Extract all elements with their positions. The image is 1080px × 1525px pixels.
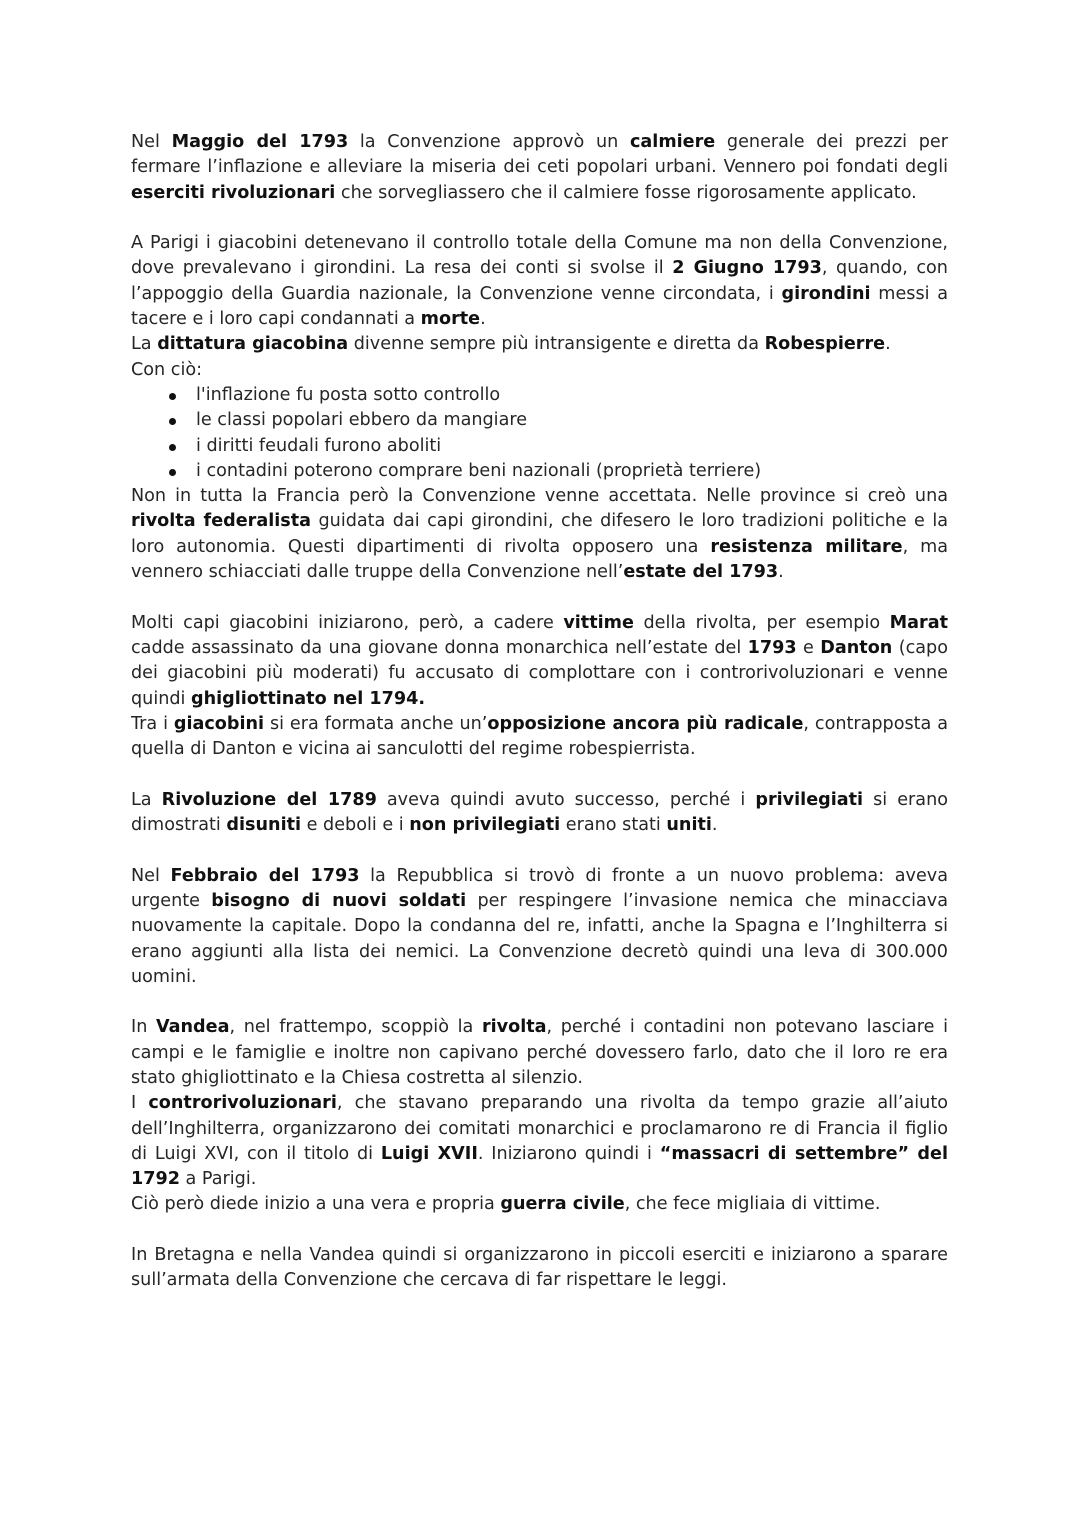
bold-text: privilegiati bbox=[755, 789, 864, 810]
bold-text: bisogno di nuovi soldati bbox=[211, 890, 467, 911]
bold-text: resistenza militare bbox=[710, 536, 903, 557]
text-span: generale dei prezzi per fermare l’inflazione e alleviare la miseria dei ceti popolari urbani. Vennero poi fondati degli bbox=[131, 132, 948, 178]
paragraph-p7c bbox=[131, 1192, 948, 1217]
paragraph-p8 bbox=[131, 1243, 948, 1294]
text-span: . bbox=[885, 334, 891, 355]
text-block-intro bbox=[131, 130, 948, 383]
text-span: Non in tutta la Francia però la Convenzione venne accettata. Nelle province si creò una bbox=[131, 486, 948, 507]
text-span: erano stati bbox=[560, 815, 667, 836]
paragraph-p2 bbox=[131, 231, 948, 332]
bold-text: guerra civile bbox=[500, 1194, 625, 1215]
paragraph-p3 bbox=[131, 484, 948, 585]
bold-text: giacobini bbox=[173, 713, 265, 734]
bold-text: Luigi XVII bbox=[380, 1143, 478, 1164]
paragraph-p4 bbox=[131, 611, 948, 712]
bold-text: “massacri di settembre” del 1792 bbox=[131, 1143, 948, 1190]
bold-text: disuniti bbox=[226, 815, 302, 836]
bold-text: vittime bbox=[563, 612, 634, 633]
text-span: Molti capi giacobini iniziarono, però, a cadere bbox=[131, 612, 564, 633]
paragraph-p4b bbox=[131, 712, 948, 763]
bullet-list bbox=[131, 383, 948, 484]
bold-text: 2 Giugno 1793 bbox=[672, 258, 822, 279]
text-span: . bbox=[778, 562, 784, 583]
text-span: La bbox=[131, 334, 158, 355]
bold-text: girondini bbox=[781, 283, 871, 304]
text-span: , nel frattempo, scoppiò la bbox=[229, 1017, 482, 1038]
text-span: messi a tacere e i loro capi condannati a bbox=[131, 283, 949, 330]
bold-text: Febbraio del 1793 bbox=[170, 865, 360, 886]
bold-text: Maggio del 1793 bbox=[171, 132, 349, 152]
text-span: Nel bbox=[131, 865, 171, 886]
bold-text: opposizione ancora più radicale bbox=[487, 713, 804, 734]
bold-text: rivolta federalista bbox=[131, 511, 312, 532]
bold-text: Robespierre bbox=[764, 334, 886, 355]
bold-text: uniti bbox=[666, 815, 712, 836]
text-span: divenne sempre più intransigente e diretta da bbox=[348, 334, 765, 355]
text-span: Nel bbox=[131, 132, 172, 152]
list-item: l'inflazione fu posta sotto controllo bbox=[131, 383, 948, 408]
text-span: , quando, con l’appoggio della Guardia nazionale, la Convenzione venne circondata, i bbox=[131, 258, 948, 304]
text-span: che sorvegliassero che il calmiere fosse rigorosamente applicato. bbox=[335, 182, 917, 203]
text-span: . bbox=[480, 309, 486, 330]
paragraph-p6 bbox=[131, 864, 948, 990]
text-span: Tra i bbox=[131, 713, 174, 734]
text-span: . Iniziarono quindi i bbox=[477, 1143, 660, 1164]
text-span: e bbox=[796, 637, 821, 658]
text-span: , ma vennero schiacciati dalle truppe della Convenzione nell’ bbox=[131, 536, 948, 583]
text-span: a Parigi. bbox=[179, 1169, 257, 1190]
text-span: si era formata anche un’ bbox=[264, 713, 488, 734]
text-span: guidata dai capi girondini, che difesero le loro tradizioni politiche e la loro autonomia. Questi dipartimenti di rivolta opposero una bbox=[131, 511, 948, 557]
bold-text: Danton bbox=[820, 637, 893, 658]
text-span: si erano dimostrati bbox=[131, 789, 948, 836]
bold-text: ghigliottinato nel 1794. bbox=[191, 688, 426, 709]
text-span: La bbox=[131, 789, 162, 810]
bold-text: dittatura giacobina bbox=[157, 334, 349, 355]
text-span: aveva quindi avuto successo, perché i bbox=[376, 789, 756, 810]
paragraph-p2b bbox=[131, 332, 948, 357]
paragraph-p7 bbox=[131, 1015, 948, 1091]
text-span: cadde assassinato da una giovane donna monarchica nell’estate del bbox=[131, 637, 748, 658]
bold-text: estate del 1793 bbox=[623, 562, 779, 583]
bold-text: Vandea bbox=[156, 1017, 230, 1038]
bold-text: rivolta bbox=[481, 1017, 547, 1038]
text-span: In bbox=[131, 1017, 156, 1038]
bold-text: 1793 bbox=[747, 637, 797, 658]
text-span: (capo dei giacobini più moderati) fu accusato di complottare con i controrivoluzionari e venne quindi bbox=[131, 637, 948, 709]
text-span: , perché i contadini non potevano lasciare i campi e le famiglie e inoltre non capivano perché dovessero farlo, dato che il loro re era stato ghigliottinato e la Chiesa costretta al silenzio. bbox=[131, 1017, 948, 1088]
list-item: i diritti feudali furono aboliti bbox=[131, 434, 948, 459]
bold-text: morte bbox=[420, 309, 481, 330]
bold-text: controrivoluzionari bbox=[148, 1093, 337, 1114]
text-span: per respingere l’invasione nemica che minacciava nuovamente la capitale. Dopo la condanna del re, infatti, anche la Spagna e l’Inghilterra si erano aggiunti alla lista dei nemici. La Convenzione decretò quindi una leva di 300.000 uomini. bbox=[131, 890, 948, 987]
paragraph-p7b bbox=[131, 1091, 948, 1192]
list-item: le classi popolari ebbero da mangiare bbox=[131, 408, 948, 433]
text-span: la Convenzione approvò un bbox=[348, 132, 630, 152]
text-span: la Repubblica si trovò di fronte a un nuovo problema: aveva urgente bbox=[131, 865, 948, 911]
bold-text: Rivoluzione del 1789 bbox=[161, 789, 377, 810]
text-span: In Bretagna e nella Vandea quindi si organizzarono in piccoli eserciti e iniziarono a sparare sull’armata della Convenzione che cercava di far rispettare le leggi. bbox=[131, 1245, 948, 1291]
text-span: della rivolta, per esempio bbox=[633, 612, 890, 633]
paragraph-p2c bbox=[131, 358, 948, 383]
text-span: . bbox=[711, 815, 718, 836]
text-span: A Parigi i giacobini detenevano il controllo totale della Comune ma non della Convenzione, dove prevalevano i girondini. La resa dei conti si svolse il bbox=[131, 233, 948, 279]
text-block-main bbox=[131, 484, 948, 1294]
text-span: , contrapposta a quella di Danton e vicina ai sanculotti del regime robespierrista. bbox=[131, 713, 949, 760]
text-span: Ciò però diede inizio a una vera e propria bbox=[131, 1194, 501, 1215]
text-span: , che fece migliaia di vittime. bbox=[624, 1194, 881, 1215]
text-span: e deboli e i bbox=[301, 815, 410, 836]
text-span: Con ciò: bbox=[131, 359, 203, 380]
paragraph-p1 bbox=[131, 130, 948, 206]
bold-text: Marat bbox=[889, 612, 948, 633]
text-span: , che stavano preparando una rivolta da tempo grazie all’aiuto dell’Inghilterra, organizzarono dei comitati monarchici e proclamarono re di Francia il figlio di Luigi XVI, con il titolo di bbox=[131, 1093, 948, 1164]
list-item: i contadini poterono comprare beni nazionali (proprietà terriere) bbox=[131, 459, 948, 484]
bold-text: calmiere bbox=[629, 132, 716, 152]
bold-text: eserciti rivoluzionari bbox=[131, 182, 336, 203]
document-page bbox=[131, 130, 948, 1294]
paragraph-p5 bbox=[131, 788, 948, 839]
bold-text: non privilegiati bbox=[409, 815, 561, 836]
text-span: I bbox=[131, 1093, 149, 1114]
